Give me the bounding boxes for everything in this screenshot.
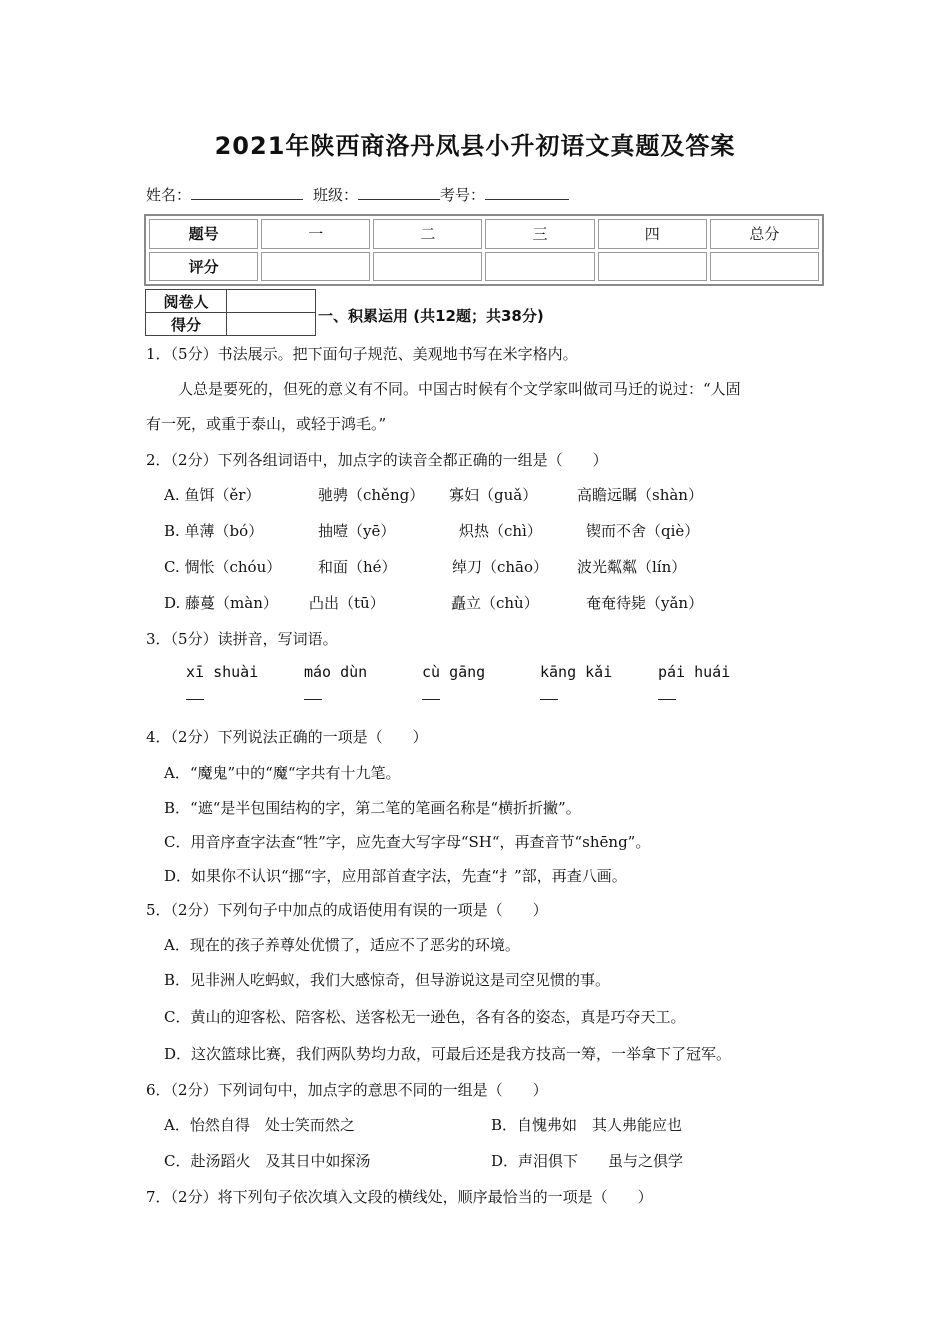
exam-no-blank[interactable] xyxy=(485,187,569,200)
question-2-stem: 2．（2分）下列各组词语中，加点字的读音全都正确的一组是（ ） xyxy=(146,451,608,469)
score-cell-3[interactable] xyxy=(485,252,594,282)
q2-option-a-1: A. 鱼饵（ěr） xyxy=(164,486,261,504)
row-label-score: 评分 xyxy=(149,252,258,282)
grader-score-label: 得分 xyxy=(146,313,227,336)
answer-blank-5[interactable] xyxy=(658,699,676,700)
q5-option-b: B．见非洲人吃蚂蚁，我们大感惊奇，但导游说这是司空见惯的事。 xyxy=(164,971,611,989)
col-header-2: 二 xyxy=(373,219,482,249)
q2-option-c-2: 和面（hé） xyxy=(318,558,397,576)
student-info-line xyxy=(146,184,569,205)
score-table-header-row xyxy=(149,219,819,249)
pinyin-2: máo dùn xyxy=(304,663,368,681)
q2-option-c-1: C. 惆怅（chóu） xyxy=(164,558,282,576)
q5-option-c: C．黄山的迎客松、陪客松、送客松无一逊色，各有各的姿态，真是巧夺天工。 xyxy=(164,1008,686,1026)
answer-blank-4[interactable] xyxy=(540,699,558,700)
q5-option-a: A．现在的孩子养尊处优惯了，适应不了恶劣的环境。 xyxy=(164,936,520,954)
exam-no-label: 考号： xyxy=(440,186,486,204)
q2-option-a-4: 高瞻远瞩（shàn） xyxy=(577,486,703,504)
col-header-3: 三 xyxy=(485,219,594,249)
question-6-stem: 6．（2分）下列词句中，加点字的意思不同的一组是（ ） xyxy=(146,1081,548,1099)
pinyin-5: pái huái xyxy=(658,663,731,681)
question-4-stem: 4．（2分）下列说法正确的一项是（ ） xyxy=(146,728,428,746)
q2-option-a-3: 寡妇（guǎ） xyxy=(449,486,538,504)
row-label-question-no: 题号 xyxy=(149,219,258,249)
q2-option-d-1: D. 藤蔓（màn） xyxy=(164,594,278,612)
pinyin-4: kāng kǎi xyxy=(540,663,613,681)
q4-option-a: A．“魔鬼”中的“魔“字共有十九笔。 xyxy=(164,764,401,782)
q6-option-d: D．声泪俱下 虽与之俱学 xyxy=(491,1152,684,1170)
answer-blank-1[interactable] xyxy=(186,699,204,700)
question-3-stem: 3．（5分）读拼音，写词语。 xyxy=(146,630,338,648)
q2-option-d-3: 矗立（chù） xyxy=(451,594,539,612)
score-cell-total[interactable] xyxy=(710,252,819,282)
score-cell-1[interactable] xyxy=(261,252,370,282)
q2-option-b-4: 锲而不舍（qiè） xyxy=(586,522,700,540)
q4-option-c: C．用音序查字法查“牲”字，应先查大写字母“SH“，再查音节“shēng”。 xyxy=(164,833,651,851)
q6-option-b: B．自愧弗如 其人弗能应也 xyxy=(491,1116,683,1134)
col-header-total: 总分 xyxy=(710,219,819,249)
reviewer-cell[interactable] xyxy=(227,290,316,313)
section-heading: 一、积累运用 (共12题；共38分) xyxy=(318,307,544,325)
q2-option-c-4: 波光粼粼（lín） xyxy=(577,558,687,576)
class-label: 班级： xyxy=(313,186,359,204)
q2-option-d-2: 凸出（tū） xyxy=(309,594,385,612)
grader-table xyxy=(145,289,316,336)
q2-option-d-4: 奄奄待毙（yǎn） xyxy=(586,594,704,612)
grader-score-cell[interactable] xyxy=(227,313,316,336)
q6-option-a: A．怡然自得 处士笑而然之 xyxy=(164,1116,355,1134)
answer-blank-3[interactable] xyxy=(422,699,440,700)
q2-option-a-2: 驰骋（chěng） xyxy=(318,486,425,504)
col-header-1: 一 xyxy=(261,219,370,249)
class-blank[interactable] xyxy=(358,187,440,200)
q2-option-b-1: B. 单薄（bó） xyxy=(164,522,264,540)
score-cell-4[interactable] xyxy=(598,252,707,282)
pinyin-3: cù gāng xyxy=(422,663,486,681)
question-1-stem: 1．（5分）书法展示。把下面句子规范、美观地书写在米字格内。 xyxy=(146,345,578,363)
name-blank[interactable] xyxy=(191,187,303,200)
name-label: 姓名： xyxy=(146,186,192,204)
page-title: 2021年陕西商洛丹凤县小升初语文真题及答案 xyxy=(214,132,736,160)
q4-option-d: D．如果你不认识“挪“字，应用部首查字法，先查“扌”部，再查八画。 xyxy=(164,867,627,885)
q2-option-c-3: 绰刀（chāo） xyxy=(452,558,549,576)
score-table xyxy=(144,214,824,286)
question-5-stem: 5．（2分）下列句子中加点的成语使用有误的一项是（ ） xyxy=(146,901,548,919)
q4-option-b: B．“遮“是半包围结构的字，第二笔的笔画名称是“横折折撇”。 xyxy=(164,799,581,817)
score-cell-2[interactable] xyxy=(373,252,482,282)
reviewer-label: 阅卷人 xyxy=(146,290,227,313)
q2-option-b-3: 炽热（chì） xyxy=(459,522,542,540)
col-header-4: 四 xyxy=(598,219,707,249)
question-1-text-line-1: 人总是要死的，但死的意义有不同。中国古时候有个文学家叫做司马迁的说过：“人固 xyxy=(178,380,741,398)
answer-blank-2[interactable] xyxy=(304,699,322,700)
q5-option-d: D．这次篮球比赛，我们两队势均力敌，可最后还是我方技高一筹，一举拿下了冠军。 xyxy=(164,1045,732,1063)
question-1-text-line-2: 有一死，或重于泰山，或轻于鸿毛。” xyxy=(146,415,387,433)
question-7-stem: 7．（2分）将下列句子依次填入文段的横线处，顺序最恰当的一项是（ ） xyxy=(146,1188,653,1206)
pinyin-1: xī shuài xyxy=(186,663,259,681)
q6-option-c: C．赴汤蹈火 及其日中如探汤 xyxy=(164,1152,371,1170)
q2-option-b-2: 抽噎（yē） xyxy=(318,522,396,540)
score-table-score-row xyxy=(149,252,819,282)
